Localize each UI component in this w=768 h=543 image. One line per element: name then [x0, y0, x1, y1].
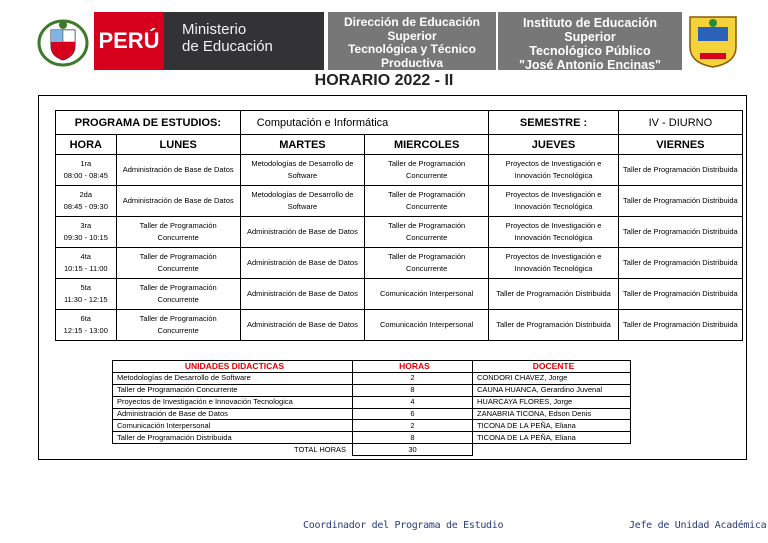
slot-time: 10:15 - 11:00	[63, 264, 108, 273]
total-row	[113, 444, 631, 456]
coordinator-signature: Coordinador del Programa de Estudio	[303, 520, 504, 531]
course-cell: Taller de Programación Distribuida	[618, 279, 742, 310]
total-value: 30	[353, 444, 473, 456]
slot-number: 6ta	[80, 314, 91, 323]
slot-time-cell	[56, 186, 117, 217]
units-table	[112, 360, 631, 456]
ministry-line-2: de Educación	[182, 38, 273, 55]
peru-logo: PERÚ	[94, 12, 164, 70]
head-signature: Jefe de Unidad Académica	[629, 520, 767, 531]
header	[34, 12, 740, 72]
unit-name: Taller de Programación Distribuida	[113, 432, 353, 444]
direction-line-3: Productiva	[380, 55, 443, 70]
course-cell: Administración de Base de Datos	[240, 279, 364, 310]
slot-row	[56, 248, 743, 279]
unit-teacher: HUARCAYA FLORES, Jorge	[473, 396, 631, 408]
slot-number: 4ta	[80, 252, 91, 261]
course-cell: Taller de Programación Distribuida	[618, 155, 742, 186]
course-cell: Metodologías de Desarrollo de Software	[240, 186, 364, 217]
course-cell: Taller de Programación Concurrente	[365, 248, 489, 279]
unit-row	[113, 396, 631, 408]
course-cell: Taller de Programación Distribuida	[618, 186, 742, 217]
unit-row	[113, 420, 631, 432]
course-cell: Proyectos de Investigación e Innovación Tecnológica	[489, 217, 618, 248]
units-header-teacher: DOCENTE	[473, 361, 631, 373]
slot-row	[56, 155, 743, 186]
course-cell: Administración de Base de Datos	[116, 155, 240, 186]
slot-row	[56, 217, 743, 248]
col-header-jueves: JUEVES	[489, 135, 618, 155]
slot-row	[56, 186, 743, 217]
course-cell: Administración de Base de Datos	[240, 310, 364, 341]
institute-logo-icon	[686, 13, 740, 69]
course-cell: Administración de Base de Datos	[240, 248, 364, 279]
unit-teacher: CAUNA HUANCA, Gerardino Juvenal	[473, 384, 631, 396]
col-header-martes: MARTES	[240, 135, 364, 155]
units-header-hours: HORAS	[353, 361, 473, 373]
course-cell: Taller de Programación Concurrente	[365, 217, 489, 248]
unit-row	[113, 372, 631, 384]
course-cell: Taller de Programación Distribuida	[618, 310, 742, 341]
slot-time-cell	[56, 217, 117, 248]
course-cell: Taller de Programación Distribuida	[489, 279, 618, 310]
unit-name: Comunicación Interpersonal	[113, 420, 353, 432]
course-cell: Taller de Programación Distribuida	[489, 310, 618, 341]
slot-time: 12:15 - 13:00	[63, 326, 108, 335]
unit-hours: 6	[353, 408, 473, 420]
total-empty	[473, 444, 631, 456]
course-cell: Proyectos de Investigación e Innovación Tecnológica	[489, 248, 618, 279]
col-header-viernes: VIERNES	[618, 135, 742, 155]
course-cell: Administración de Base de Datos	[240, 217, 364, 248]
unit-teacher: TICONA DE LA PEÑA, Eliana	[473, 432, 631, 444]
days-header-row	[56, 135, 743, 155]
direction-banner	[328, 12, 496, 70]
slot-time: 09:30 - 10:15	[63, 233, 108, 242]
ministry-label	[164, 12, 324, 70]
slot-number: 3ra	[80, 221, 92, 230]
unit-hours: 4	[353, 396, 473, 408]
unit-name: Metodologías de Desarrollo de Software	[113, 372, 353, 384]
slot-time-cell	[56, 310, 117, 341]
course-cell: Taller de Programación Concurrente	[116, 248, 240, 279]
units-header-unit: UNIDADES DIDACTICAS	[113, 361, 353, 373]
course-cell: Metodologías de Desarrollo de Software	[240, 155, 364, 186]
col-header-lunes: LUNES	[116, 135, 240, 155]
institute-line-2: Tecnológico Público	[529, 44, 651, 58]
unit-row	[113, 432, 631, 444]
col-header-miercoles: MIERCOLES	[365, 135, 489, 155]
slot-time-cell	[56, 279, 117, 310]
col-header-hora: HORA	[56, 135, 117, 155]
institute-line-1: Instituto de Educación Superior	[522, 16, 658, 44]
slot-time: 11:30 - 12:15	[63, 295, 108, 304]
slot-number: 5ta	[80, 283, 91, 292]
slot-number: 1ra	[80, 159, 92, 168]
unit-hours: 2	[353, 372, 473, 384]
unit-teacher: TICONA DE LA PEÑA, Eliana	[473, 420, 631, 432]
course-cell: Proyectos de Investigación e Innovación Tecnológica	[489, 155, 618, 186]
course-cell: Taller de Programación Concurrente	[365, 155, 489, 186]
unit-hours: 2	[353, 420, 473, 432]
course-cell: Comunicación Interpersonal	[365, 279, 489, 310]
institute-banner	[498, 12, 682, 70]
slot-time: 08:00 - 08:45	[63, 171, 108, 180]
schedule-table	[55, 110, 743, 341]
ministry-line-1: Ministerio	[182, 21, 247, 38]
course-cell: Taller de Programación Concurrente	[116, 217, 240, 248]
semester-label: SEMESTRE :	[489, 111, 618, 135]
course-cell: Administración de Base de Datos	[116, 186, 240, 217]
total-label: TOTAL HORAS	[294, 444, 346, 454]
direction-line-2: Tecnológica y Técnico	[348, 42, 476, 56]
direction-line-1: Dirección de Educación Superior	[343, 15, 481, 43]
semester-value: IV - DIURNO	[618, 111, 742, 135]
program-value: Computación e Informática	[240, 111, 488, 135]
course-cell: Taller de Programación Concurrente	[116, 310, 240, 341]
unit-name: Administración de Base de Datos	[113, 408, 353, 420]
institute-line-3: "José Antonio Encinas"	[519, 58, 661, 72]
slot-row	[56, 279, 743, 310]
course-cell: Taller de Programación Distribuida	[618, 248, 742, 279]
course-cell: Proyectos de Investigación e Innovación Tecnológica	[489, 186, 618, 217]
slot-time-cell	[56, 248, 117, 279]
unit-hours: 8	[353, 384, 473, 396]
unit-name: Taller de Programación Concurrente	[113, 384, 353, 396]
course-cell: Taller de Programación Concurrente	[365, 186, 489, 217]
unit-teacher: CONDORI CHAVEZ, Jorge	[473, 372, 631, 384]
unit-name: Proyectos de Investigación e Innovación Tecnologica	[113, 396, 353, 408]
program-label: PROGRAMA DE ESTUDIOS:	[56, 111, 241, 135]
coat-of-arms-icon	[34, 12, 92, 70]
course-cell: Taller de Programación Concurrente	[116, 279, 240, 310]
units-header-row	[113, 361, 631, 373]
unit-teacher: ZANABRIA TICONA, Edson Denis	[473, 408, 631, 420]
slot-number: 2da	[79, 190, 93, 199]
course-cell: Comunicación Interpersonal	[365, 310, 489, 341]
unit-row	[113, 408, 631, 420]
course-cell: Taller de Programación Distribuida	[618, 217, 742, 248]
page-title: HORARIO 2022 - II	[314, 72, 454, 89]
program-row	[56, 111, 743, 135]
slot-row	[56, 310, 743, 341]
unit-hours: 8	[353, 432, 473, 444]
slot-time-cell	[56, 155, 117, 186]
slot-time: 08:45 - 09:30	[63, 202, 108, 211]
unit-row	[113, 384, 631, 396]
